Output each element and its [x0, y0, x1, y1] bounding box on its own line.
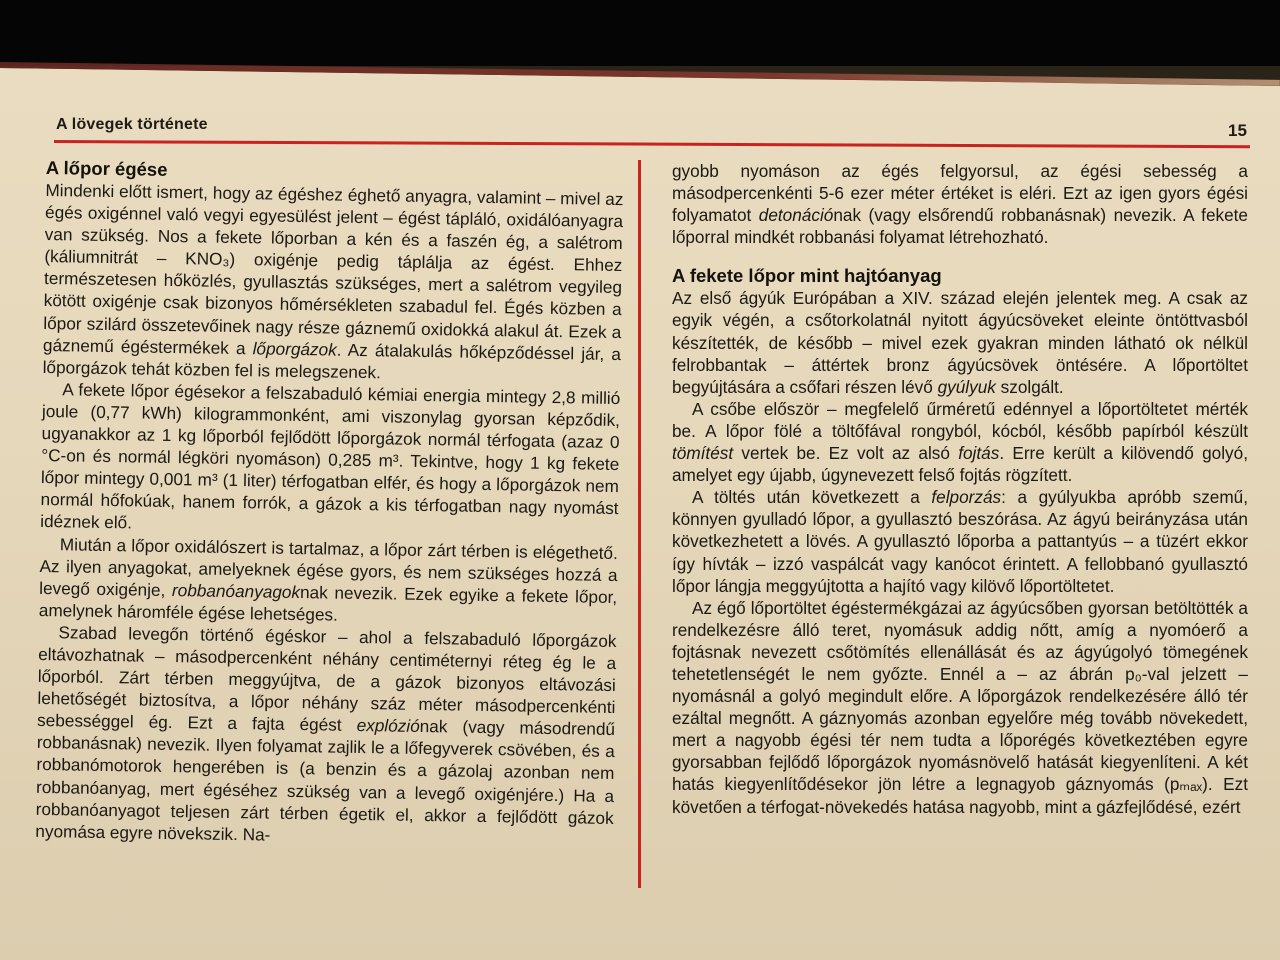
- left-column: [35, 156, 624, 851]
- section-heading: A fekete lőpor mint hajtóanyag: [672, 265, 942, 287]
- paragraph: Az első ágyúk Európában a XIV. század elején jelentek meg. A csak az egyik végén, a csőtorkolatnál nyitott ágyúcsöveket eleinte öntöttvasból készítették, de később – mivel ezek gyakran minden látható ok nélkül felrobbantak – áttértek bronz ágyúcsövek öntésére. A lőportöltet begyújtására a csőfari részen lévő gyúlyuk szolgált.: [672, 288, 1248, 397]
- page-number: 15: [1228, 121, 1247, 140]
- paragraph: Szabad levegőn történő égéskor – ahol a felszabaduló lőporgázok eltávozhatnak – másodpercenként néhány centiméternyi réteg ég le a lőporból. Zárt térben meggyújtva, de a gázok bizonyos eltávozási lehetőségét biztosítva, a lőpor néhány száz méter másodpercenkénti sebességgel ég. Ezt a fajta égést explóziónak (vagy másodrendű robbanásnak) nevezik. Ilyen folyamat zajlik le a lőfegyverek csövében, és a robbanómotorok hengerében is (a benzin és a gázolaj azonban nem robbanóanyag, mert égéséhez szükség van a levegő oxigénjére.) Ha a robbanóanyagot teljesen zárt térben égetik el, akkor a fejlődött gázok nyomása egyre növekszik. Na-: [35, 622, 617, 845]
- right-column: [672, 160, 1248, 818]
- section-heading: A lőpor égése: [45, 156, 168, 180]
- dark-background-strip: [0, 0, 1280, 66]
- paragraph: Az égő lőportöltet égéstermékgázai az ágyúcsőben gyorsan betöltötték a rendelkezésre álló teret, nyomásuk addig nőtt, amíg a nyomóerő a fojtásnak nevezett csőtömítés ellenállását és az ágyúgolyó tömegének tehetetlenségét le nem győzte. Ennél a – az ábrán p₀-val jelzett – nyomásnál a golyó megindult előre. A lőporgázok rendelkezésére álló tér ezáltal megnőtt. A gáznyomás azonban egyelőre még tovább növekedett, mert a nagyobb égési tér nem tudta a lőporégés következtében egyre gyorsabban fejlődő lőporgázok nyomásnövelő hatását kiegyenlíteni. A két hatás kiegyenlítődésekor jön létre a legnagyob gáznyomás (pₘₐₓ). Ezt követően a térfogat-növekedés hatása nagyobb, mint a gázfejlődésé, ezért: [672, 597, 1248, 817]
- paragraph: A fekete lőpor égésekor a felszabaduló kémiai energia mintegy 2,8 millió joule (0,77 kWh) kilogrammonként, ami viszonylag gyorsan képződik, ugyanakkor az 1 kg lőporból fejlődött lőporgázok normál térfogata (azaz 0 °C-on és normál légköri nyomáson) 0,285 m³. Tekintve, hogy 1 kg fekete lőpor mintegy 0,001 m³ (1 liter) térfogatban elfér, és hogy a lőporgázok nem normál hőfokúak, hanem forrók, a gázok a kis térfogatban nagy nyomást idéznek elő.: [40, 379, 621, 533]
- paragraph: gyobb nyomáson az égés felgyorsul, az égési sebesség a másodpercenkénti 5-6 ezer méter értéket is eléri. Ezt az igen gyors égési folyamatot detonációnak (vagy elsőrendű robbanásnak) nevezik. A fekete lőporral mindkét robbanási folyamat létrehozható.: [672, 161, 1248, 248]
- column-divider-rule: [638, 160, 641, 888]
- paragraph: A csőbe először – megfelelő űrméretű edénnyel a lőportöltetet mérték be. A lőpor fölé a töltőfával rongyból, kócból, később papírból készült tömítést vertek be. Ez volt az alsó fojtás. Erre került a kilövendő golyó, amelyet egy újabb, úgynevezett felső fojtás rögzített.: [672, 398, 1248, 486]
- paragraph: Mindenki előtt ismert, hogy az égéshez éghető anyagra, valamint – mivel az égés oxigénnel való vegyi egyesülést jelent – égést tápláló, oxidálóanyagra van szükség. Nos a fekete lőporban a kén és a faszén ég, a salétrom (káliumnitrát – KNO₃) oxigénje pedig táplálja az égést. Ehhez természetesen hőközlés, gyullasztás szükséges, mert a salétrom vegyileg kötött oxigénje csak bizonyos hőmérsékleten szabadul fel. Égés közben a lőpor szilárd összetevőinek nagy része gáznemű oxidokká alakul át. Ezek a gáznemű égéstermékek a lőporgázok. Az átalakulás hőképződéssel jár, a lőporgázok tehát közben fel is melegszenek.: [42, 179, 624, 383]
- paragraph: A töltés után következett a felporzás: a gyúlyukba apróbb szemű, könnyen gyulladó lőpor, a gyullasztó beszórása. Az ágyú beirányzása után következhetett a lövés. A gyullasztó lőporba a pattantyús – a tüzért ekkor így hívták – izzó vaspálcát vagy kanócot érintett. A fellobbanó gyullasztó lőpor lángja meggyújtotta a hajító vagy kilövő lőportöltetet.: [672, 487, 1249, 596]
- paragraph: Miután a lőpor oxidálószert is tartalmaz, a lőpor zárt térben is elégethető. Az ilyen anyagokat, amelyeknek égése gyors, és nem szükséges hozzá a levegő oxigénje, robbanóanyagoknak nevezik. Ezek egyike a fekete lőpor, amelynek háromféle égése lehetséges.: [38, 533, 618, 625]
- running-head-title: A lövegek története: [56, 116, 208, 133]
